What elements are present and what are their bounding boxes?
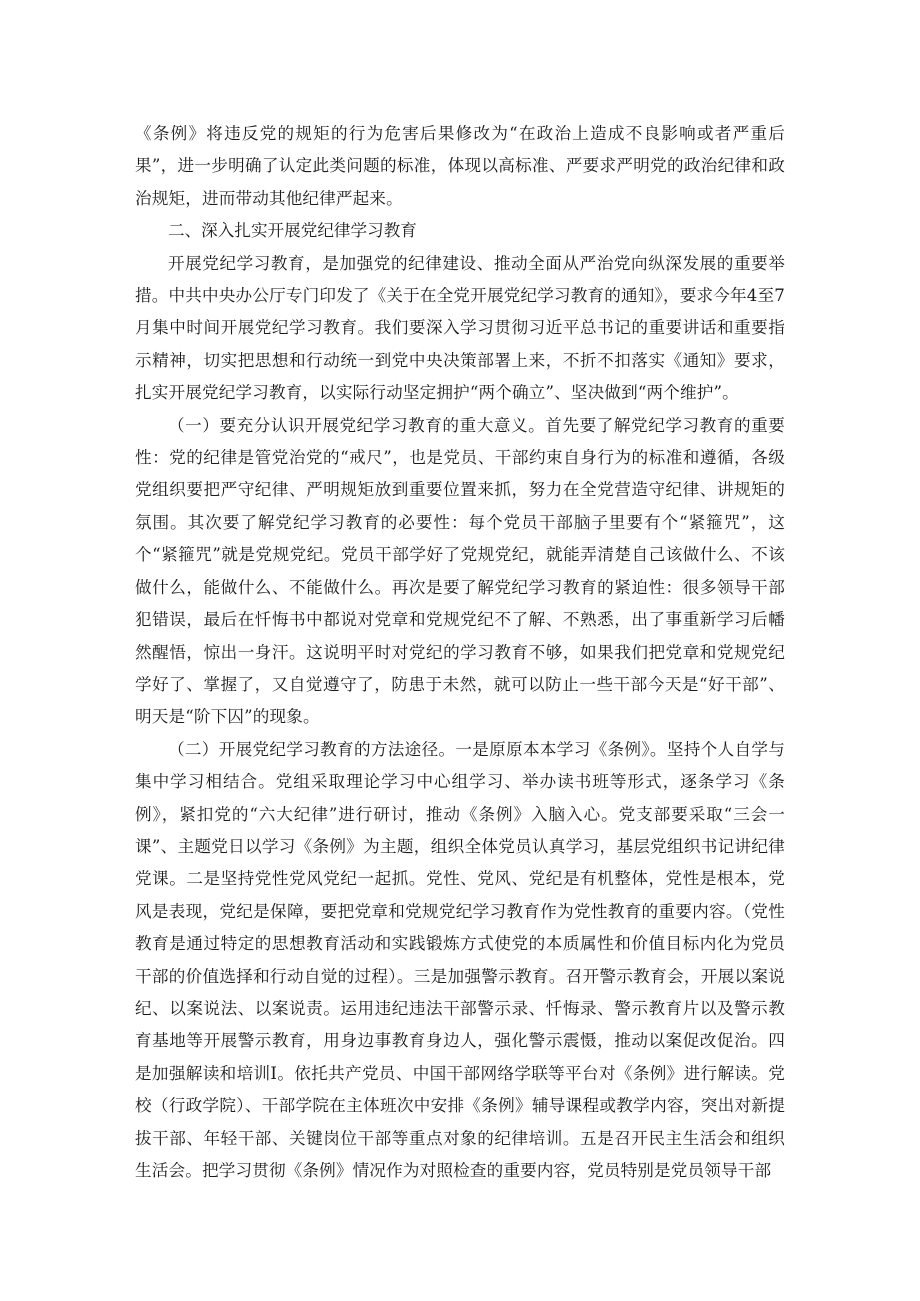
document-page	[135, 118, 785, 1187]
paragraph-overview: 开展党纪学习教育，是加强党的纪律建设、推动全面从严治党向纵深发展的重要举措。中共中央办公厅专门印发了《关于在全党开展党纪学习教育的通知》，要求今年4至7月集中时间开展党纪学习教育。我们要深入学习贯彻习近平总书记的重要讲话和重要指示精神，切实把思想和行动统一到党中央决策部署上来，不折不扣落实《通知》要求，扎实开展党纪学习教育，以实际行动坚定拥护“两个确立”、坚决做到“两个维护”。	[135, 253, 785, 403]
paragraph-methods: （二）开展党纪学习教育的方法途径。一是原原本本学习《条例》。坚持个人自学与集中学习相结合。党组采取理论学习中心组学习、举办读书班等形式，逐条学习《条例》，紧扣党的“六大纪律”进行研讨，推动《条例》入脑入心。党支部要采取“三会一课”、主题党日以学习《条例》为主题，组织全体党员认真学习，基层党组织书记讲纪律党课。二是坚持党性党风党纪一起抓。党性、党风、党纪是有机整体，党性是根本，党风是表现，党纪是保障，要把党章和党规党纪学习教育作为党性教育的重要内容。（党性教育是通过特定的思想教育活动和实践锻炼方式使党的本质属性和价值目标内化为党员干部的价值选择和行动自觉的过程）。三是加强警示教育。召开警示教育会，开展以案说纪、以案说法、以案说责。运用违纪违法干部警示录、忏悔录、警示教育片以及警示教育基地等开展警示教育，用身边事教育身边人，强化警示震慑，推动以案促改促治。四是加强解读和培训I。依托共产党员、中国干部网络学联等平台对《条例》进行解读。党校（行政学院）、干部学院在主体班次中安排《条例》辅导课程或教学内容，突出对新提拔干部、年轻干部、关键岗位干部等重点对象的纪律培训。五是召开民主生活会和组织生活会。把学习贯彻《条例》情况作为对照检查的重要内容，党员特别是党员领导干部	[135, 739, 785, 1180]
paragraph-intro: 《条例》将违反党的规矩的行为危害后果修改为“在政治上造成不良影响或者严重后果”，进一步明确了认定此类问题的标准，体现以高标准、严要求严明党的政治纪律和政治规矩，进而带动其他纪律严起来。	[135, 124, 785, 208]
section-heading: 二、深入扎实开展党纪律学习教育	[168, 221, 417, 241]
paragraph-significance: （一）要充分认识开展党纪学习教育的重大意义。首先要了解党纪学习教育的重要性：党的纪律是管党治党的“戒尺”，也是党员、干部约束自身行为的标准和遵循，各级党组织要把严守纪律、严明规矩放到重要位置来抓，努力在全党营造守纪律、讲规矩的氛围。其次要了解党纪学习教育的必要性：每个党员干部脑子里要有个“紧箍咒”，这个“紧箍咒”就是党规党纪。党员干部学好了党规党纪，就能弄清楚自己该做什么、不该做什么，能做什么、不能做什么。再次是要了解党纪学习教育的紧迫性：很多领导干部犯错误，最后在忏悔书中都说对党章和党规党纪不了解、不熟悉，出了事重新学习后幡然醒悟，惊出一身汗。这说明平时对党纪的学习教育不够，如果我们把党章和党规党纪学好了、掌握了，又自觉遵守了，防患于未然，就可以防止一些干部今天是“好干部”、明天是“阶下囚”的现象。	[135, 415, 785, 727]
